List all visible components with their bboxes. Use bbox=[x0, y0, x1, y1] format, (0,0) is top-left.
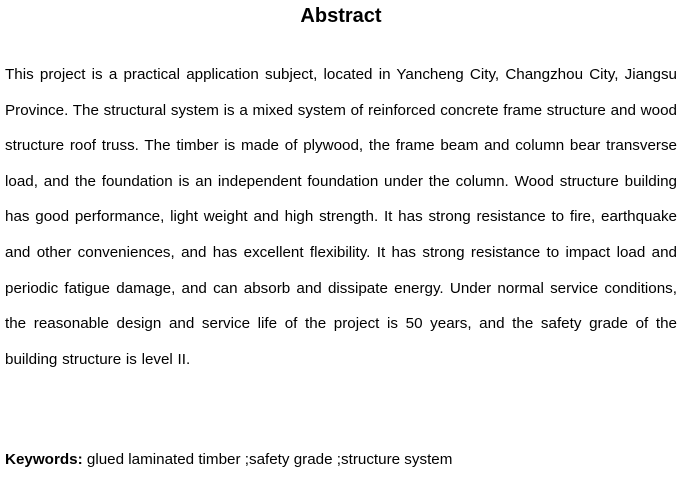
keywords-value: glued laminated timber ;safety grade ;structure system bbox=[86, 451, 453, 468]
abstract-heading: Abstract bbox=[300, 5, 382, 27]
keywords-line bbox=[5, 446, 677, 474]
keywords-label: Keywords: bbox=[5, 451, 83, 468]
abstract-paragraph: This project is a practical application subject, located in Yancheng City, Changzhou City, Jiangsu Province. The structural system is a mixed system of reinforced concrete frame structure and wood structure roof truss. The timber is made of plywood, the frame beam and column bear transverse load, and the foundation is an independent foundation under the column. Wood structure building has good performance, light weight and high strength. It has strong resistance to fire, earthquake and other conveniences, and has excellent flexibility. It has strong resistance to impact load and periodic fatigue damage, and can absorb and dissipate energy. Under normal service conditions, the reasonable design and service life of the project is 50 years, and the safety grade of the building structure is level II. bbox=[5, 66, 677, 368]
